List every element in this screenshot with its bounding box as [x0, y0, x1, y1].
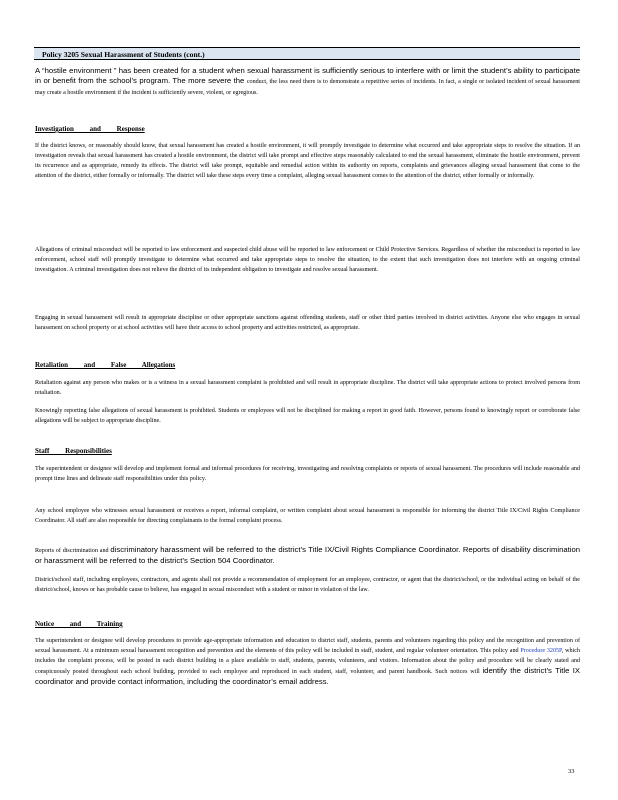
- heading-retaliation: Retaliation and False Allegations: [35, 361, 176, 369]
- notice-p1-part-3: identify the district’s Title IX coordinator and provide contact information, including the coordinator’s email address.: [35, 666, 580, 686]
- policy-header-bar: [34, 47, 580, 60]
- heading-staff-responsibilities: Staff Responsibilities: [35, 447, 112, 455]
- staff-paragraph-3: [35, 545, 580, 567]
- retaliation-paragraph-2: Knowingly reporting false allegations of sexual harassment is prohibited. Students or employees will not be disciplined for making a report in good faith. However, persons found to knowingly report or corroborate false allegations will be subject to appropriate discipline.: [35, 408, 580, 424]
- heading-notice-training: Notice and Training: [35, 620, 123, 628]
- staff-paragraph-1: The superintendent or designee will develop and implement formal and informal procedures for receiving, investigating and resolving complaints or reports of sexual harassment. The procedures will include reasonable and prompt time lines and delineate staff responsibilities under this policy.: [35, 466, 580, 482]
- page-number: 33: [568, 768, 575, 775]
- heading-investigation: Investigation and Response: [35, 125, 145, 133]
- staff-paragraph-2: Any school employee who witnesses sexual harassment or receives a report, informal complaint, or written complaint about sexual harassment is responsible for informing the district Title IX/Civil Rights Compliance Coordinator. All staff are also responsible for directing complainants to the formal complaint process.: [35, 508, 580, 524]
- intro-paragraph: [35, 66, 580, 98]
- investigation-paragraph-2: Allegations of criminal misconduct will be reported to law enforcement and suspected child abuse will be reported to law enforcement or Child Protective Services. Regardless of whether the misconduct is reported to law enforcement, school staff will promptly investigate to determine what occurred and take appropriate steps to resolve the situation, to the extent that such investigation does not interfere with an ongoing criminal investigation. A criminal investigation does not relieve the district of its independent obligation to investigate and resolve sexual harassment.: [35, 247, 580, 273]
- notice-paragraph-1: [35, 636, 580, 688]
- staff-p3-part-1: Reports of discrimination: [35, 548, 98, 554]
- investigation-paragraph-1: If the district knows, or reasonably should know, that sexual harassment has created a hostile environment, it will promptly investigate to determine what occurred and take appropriate steps to resolve the situation. If an investigation reveals that sexual harassment has created a hostile environment, the district will take prompt and effective steps reasonably calculated to end the sexual harassment, eliminate the hostile environment, prevent its recurrence and as appropriate, remedy its effects. The district will take prompt, equitable and remedial action within its authority on reports, complaints and grievances alleging sexual harassment that come to the attention of the district, either formally or informally. The district will take these steps every time a complaint, alleging sexual harassment comes to the attention of the district, either formally or informally.: [35, 143, 580, 179]
- staff-paragraph-4: District/school staff, including employees, contractors, and agents shall not provide a recommendation of employment for an employee, contractor, or agent that the district/school, or the individual acting on behalf of the district/school, knows or has probable cause to believe, has engaged in sexual misconduct with a student or minor in violation of the law.: [35, 577, 580, 593]
- retaliation-paragraph-1: Retaliation against any person who makes or is a witness in a sexual harassment complaint is prohibited and will result in appropriate discipline. The district will take appropriate actions to protect involved persons from retaliation.: [35, 380, 580, 396]
- policy-title: Policy 3205 Sexual Harassment of Students (cont.): [42, 50, 205, 59]
- notice-p1-part-2: , which includes the complaint process, will be posted in each district building in a place available to staff, students, parents, volunteers, and visitors. Information about the policy and procedure will be clearly stated and conspicuously posted throughout each school building, provided to each employee and reproduced in each student, staff, volunteer, and parent handbook. Such notices will: [35, 648, 580, 675]
- staff-p3-part-2: and: [99, 548, 109, 554]
- staff-p3-part-3: discriminatory harassment will be referred to the district’s Title IX/Civil Rights Compliance Coordinator. Reports of disability discrimination or harassment will be referred to the district’s Section 504 Coordinator.: [35, 545, 581, 565]
- notice-p1-part-1: The superintendent or designee will develop procedures to provide age-appropriate information and education to district staff, students, parents and volunteers regarding this policy and the recognition and prevention of sexual harassment. At a minimum sexual harassment recognition and prevention and the elements of this policy will be included in staff, student, and regular volunteer orientation. This policy and: [35, 638, 580, 654]
- procedure-3205p-link[interactable]: Procedure 3205P: [520, 648, 562, 654]
- intro-lead: A “hostile environment ” has been created for a student when sexual harassment is sufficiently serious to interfere with or limit the student’s ability to participate in or benefit from the school’s program. The more severe the: [35, 66, 580, 85]
- intro-rest: conduct, the less need there is to demonstrate a repetitive series of incidents. In fact, a single or isolated incident of sexual harassment may create a hostile environment if the incident is sufficiently severe, violent, or egregious.: [35, 79, 581, 96]
- investigation-paragraph-3: Engaging in sexual harassment will result in appropriate discipline or other appropriate sanctions against offending students, staff or other third parties involved in district activities. Anyone else who engages in sexual harassment on school property or at school activities will have their access to school property and activities restricted, as appropriate.: [35, 315, 580, 331]
